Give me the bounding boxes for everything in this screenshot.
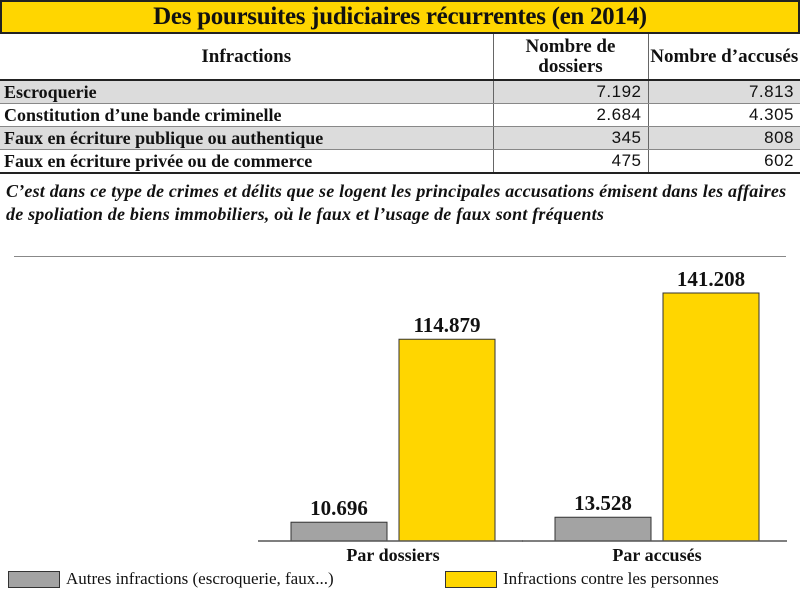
- row-accuses: 602: [648, 150, 800, 174]
- bar-personnes-accuses: [663, 293, 759, 541]
- table-row: [0, 80, 800, 104]
- header-accuses: Nombre d’accusés: [648, 34, 800, 80]
- header-infractions: Infractions: [0, 34, 493, 80]
- row-accuses: 4.305: [648, 104, 800, 127]
- table-row: [0, 150, 800, 174]
- data-label-personnes-dossiers: 114.879: [413, 313, 481, 338]
- row-label: Constitution d’une bande criminelle: [0, 104, 493, 127]
- row-label: Faux en écriture publique ou authentique: [0, 127, 493, 150]
- data-label-autres-accuses: 13.528: [574, 491, 632, 516]
- header-dossiers: Nombre de dossiers: [493, 34, 648, 80]
- legend-label-personnes: Infractions contre les personnes: [503, 569, 719, 588]
- bar-personnes-dossiers: [399, 339, 495, 541]
- legend-swatch-yellow: [445, 571, 497, 588]
- chart-caption: C’est dans ce type de crimes et délits que se logent les principales accusations émisent dans les affaires de spoliation de biens immobiliers, où le faux et l’usage de faux sont fréquents: [6, 181, 787, 224]
- category-label-accuses: Par accusés: [612, 545, 702, 565]
- data-label-personnes-accuses: 141.208: [676, 267, 746, 291]
- row-dossiers: 2.684: [493, 104, 648, 127]
- data-label-autres-dossiers: 10.696: [310, 496, 368, 521]
- row-accuses: 808: [648, 127, 800, 150]
- table-row: [0, 127, 800, 150]
- bar-autres-accuses: [555, 517, 651, 541]
- legend-label-autres: Autres infractions (escroquerie, faux...): [66, 569, 334, 588]
- legend-item-personnes: [445, 569, 719, 589]
- bar-chart: [0, 260, 800, 565]
- row-accuses: 7.813: [648, 80, 800, 104]
- row-dossiers: 345: [493, 127, 648, 150]
- legend-item-autres: [8, 569, 334, 589]
- row-dossiers: 7.192: [493, 80, 648, 104]
- legend-swatch-grey: [8, 571, 60, 588]
- row-dossiers: 475: [493, 150, 648, 174]
- category-label-dossiers: Par dossiers: [346, 545, 440, 565]
- chart-legend: [0, 569, 800, 591]
- row-label: Faux en écriture privée ou de commerce: [0, 150, 493, 174]
- table-header-row: [0, 34, 800, 80]
- infractions-table: [0, 34, 800, 174]
- table-row: [0, 104, 800, 127]
- divider: [14, 256, 786, 257]
- row-label: Escroquerie: [0, 80, 493, 104]
- bar-autres-dossiers: [291, 522, 387, 541]
- chart-title: Des poursuites judiciaires récurrentes (en 2014): [0, 0, 800, 34]
